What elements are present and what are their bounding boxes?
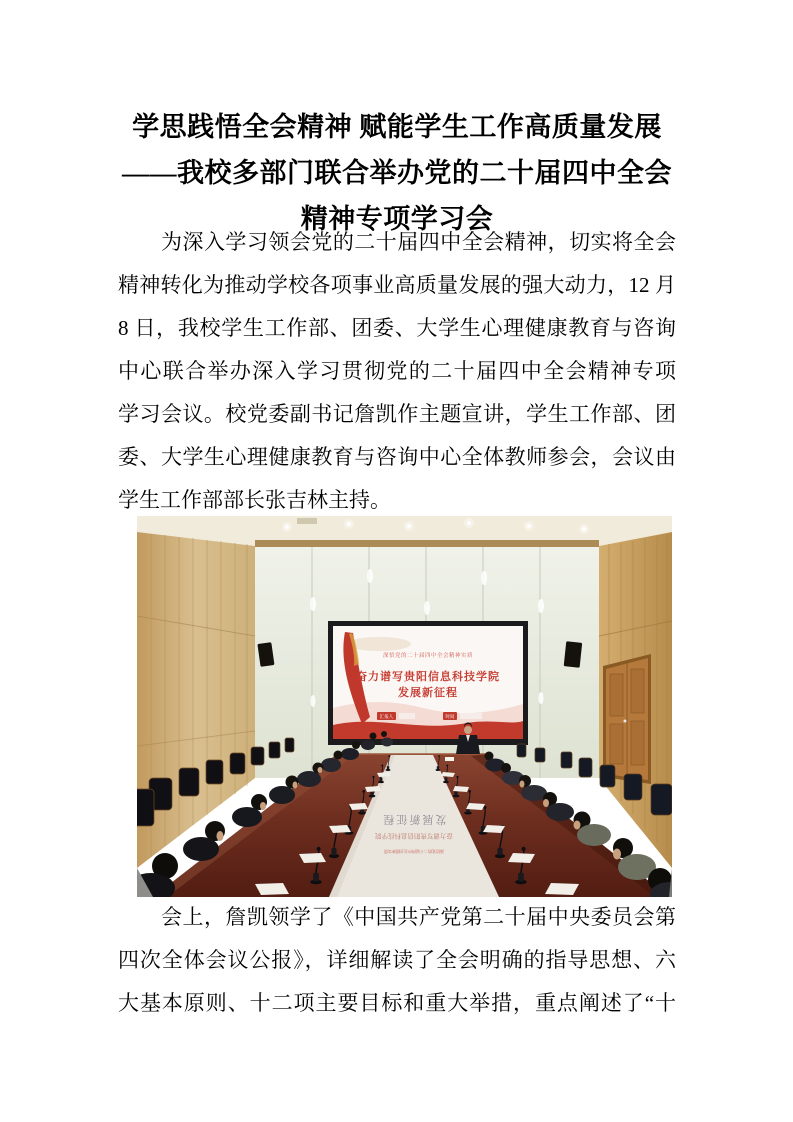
title-line-3: 精神专项学习会 — [300, 204, 494, 235]
runner-text-medium: 奋力谱写贵阳信息科技学院 — [375, 832, 453, 839]
title-line-2: ——我校多部门联合举办党的二十届四中全会 — [122, 158, 672, 189]
slide-badge-presenter: 汇报人 — [379, 714, 394, 719]
body-line: 学习会议。校党委副书记詹凯作主题宣讲，学生工作部、团 — [118, 402, 676, 426]
body-line: 会上，詹凯领学了《中国共产党第二十届中央委员会第 — [161, 905, 676, 929]
slide-title-line2: 发展新征程 — [398, 687, 458, 699]
title-line-1: 学思践悟全会精神 赋能学生工作高质量发展 — [132, 112, 662, 143]
body-line: 8 日，我校学生工作部、团委、大学生心理健康教育与咨询 — [118, 316, 676, 340]
body-line: 委、大学生心理健康教育与咨询中心全体教师参会，会议由 — [118, 445, 676, 469]
slide-badge-time: 时间 — [445, 714, 455, 719]
body-line: 大基本原则、十二项主要目标和重大举措，重点阐述了“十 — [118, 991, 676, 1015]
body-line: 中心联合举办深入学习贯彻党的二十届四中全会精神专项 — [118, 359, 676, 383]
body-line: 学生工作部部长张吉林主持。 — [118, 488, 391, 512]
presentation-screen — [328, 621, 528, 745]
door — [603, 654, 651, 784]
meeting-room-illustration — [137, 516, 672, 897]
body-line: 精神转化为推动学校各项事业高质量发展的强大动力，12 月 — [118, 273, 676, 297]
runner-text-large: 发展新征程 — [381, 813, 447, 825]
speaker-right-icon — [564, 641, 583, 668]
body-line: 四次全体会议公报》，详细解读了全会明确的指导思想、六 — [118, 948, 676, 972]
paragraph-1 — [118, 221, 676, 522]
paragraph-2 — [118, 896, 676, 1025]
body-line: 为深入学习领会党的二十届四中全会精神，切实将全会 — [161, 230, 676, 254]
runner-text-small: 深悟党的二十届四中全会精神实质 — [384, 849, 444, 854]
slide-topline: 深悟党的二十届四中全会精神实质 — [382, 653, 474, 659]
meeting-room-photo — [137, 516, 672, 897]
slide-title-line1: 奋力谱写贵阳信息科技学院 — [356, 671, 500, 683]
